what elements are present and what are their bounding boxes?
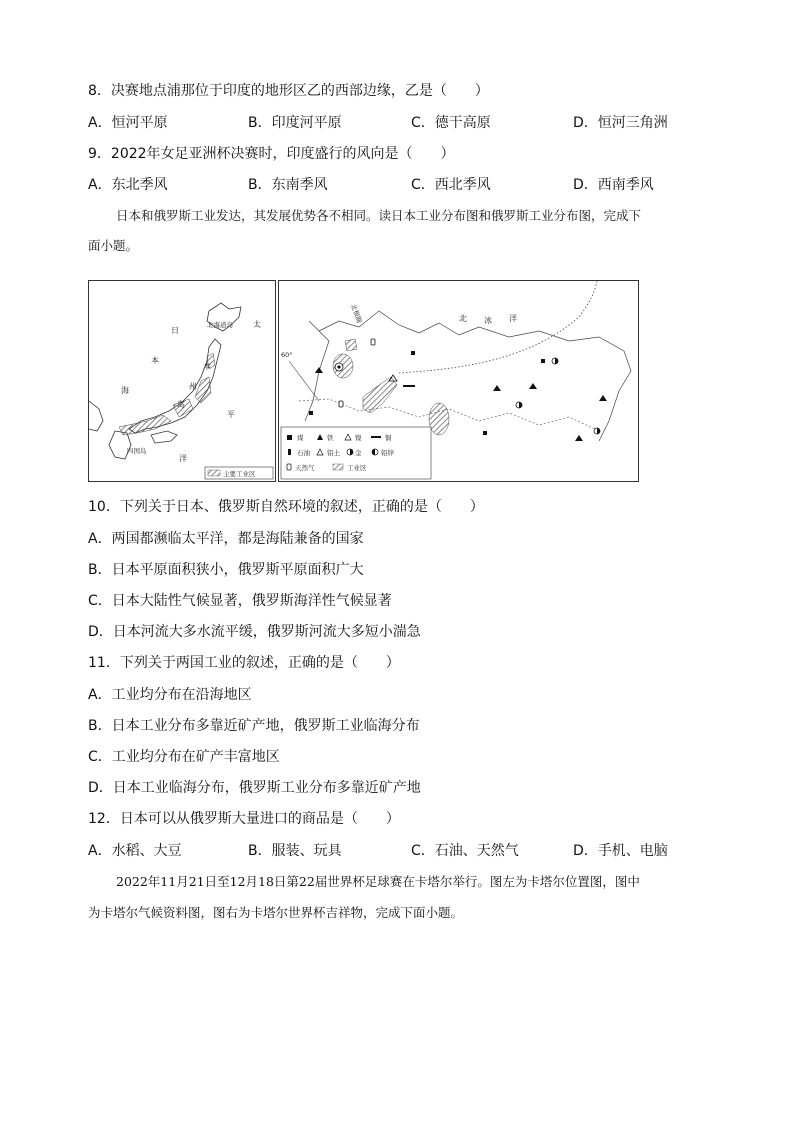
q10-option-c[interactable]: C．日本大陆性气候显著，俄罗斯海洋性气候显著	[88, 593, 392, 609]
label-sea-3: 海	[121, 386, 129, 395]
legend-nickel: 镍	[355, 434, 362, 442]
legend-copper: 铜	[385, 434, 392, 442]
japan-industry-map	[88, 280, 276, 482]
legend-gold: 金	[355, 449, 362, 457]
label-pacific-3: 洋	[179, 454, 187, 463]
label-arctic-3: 洋	[509, 314, 517, 323]
legend-bauxite: 铝土	[327, 449, 340, 457]
q8-option-a[interactable]: A．恒河平原	[88, 115, 168, 131]
legend-oil: 石油	[297, 449, 310, 457]
q10-option-a[interactable]: A．两国都濒临太平洋，都是海陆兼备的国家	[88, 531, 364, 547]
q12-stem: 12．日本可以从俄罗斯大量进口的商品是（ ）	[88, 811, 400, 827]
label-pacific-1: 太	[253, 320, 261, 329]
q9-stem: 9．2022年女足亚洲杯决赛时，印度盛行的风向是（ ）	[88, 146, 455, 162]
q10-option-b[interactable]: B．日本平原面积狭小，俄罗斯平原面积广大	[88, 562, 364, 578]
intro1-line1: 日本和俄罗斯工业发达，其发展优势各不相同。读日本工业分布图和俄罗斯工业分布图，完成下	[116, 208, 642, 223]
q9-option-a[interactable]: A．东北季风	[88, 177, 168, 193]
legend-gas: 天然气	[295, 464, 315, 472]
intro1-line2: 面小题。	[88, 238, 139, 253]
intro2-line1: 2022年11月21日至12月18日第22届世界杯足球赛在卡塔尔举行。图左为卡塔尔位置图，图中	[116, 874, 640, 889]
q9-option-b[interactable]: B．东南季风	[248, 177, 328, 193]
label-arctic-1: 北	[459, 314, 467, 323]
japan-legend-label: 主要工业区	[223, 470, 256, 478]
q8-stem: 8．决赛地点浦那位于印度的地形区乙的西部边缘，乙是（ ）	[88, 83, 489, 99]
q8-options	[88, 114, 728, 132]
q11-option-d[interactable]: D．日本工业临海分布，俄罗斯工业分布多靠近矿产地	[88, 780, 421, 796]
q9-option-d[interactable]: D．西南季风	[573, 177, 654, 193]
q8-option-b[interactable]: B．印度河平原	[248, 115, 342, 131]
q12-option-d[interactable]: D．手机、电脑	[573, 843, 668, 859]
q10-option-d[interactable]: D．日本河流大多水流平缓，俄罗斯河流大多短小湍急	[88, 624, 421, 640]
label-shikoku: 四国岛	[127, 447, 147, 455]
q12-option-a[interactable]: A．水稻、大豆	[88, 843, 182, 859]
q9-option-c[interactable]: C．西北季风	[411, 177, 491, 193]
q12-options	[88, 842, 728, 860]
label-honshu-3: 岛	[177, 400, 185, 409]
q10-stem: 10．下列关于日本、俄罗斯自然环境的叙述，正确的是（ ）	[88, 499, 484, 515]
q11-option-b[interactable]: B．日本工业分布多靠近矿产地，俄罗斯工业临海分布	[88, 718, 420, 734]
label-honshu-2: 州	[189, 382, 197, 391]
legend-coal: 煤	[297, 434, 304, 442]
q11-stem: 11．下列关于两国工业的叙述，正确的是（ ）	[88, 655, 400, 671]
legend-iron: 铁	[327, 434, 334, 442]
label-arctic-2: 冰	[484, 316, 492, 325]
q11-option-a[interactable]: A．工业均分布在沿海地区	[88, 687, 252, 703]
q8-option-d[interactable]: D．恒河三角洲	[573, 115, 668, 131]
legend-leadzinc: 铅锌	[381, 449, 394, 457]
label-honshu-1: 本	[203, 362, 211, 371]
q9-options	[88, 176, 728, 194]
intro2-line2: 为卡塔尔气候资料图，图右为卡塔尔世界杯吉祥物，完成下面小题。	[88, 905, 464, 920]
russia-industry-map	[278, 280, 639, 482]
legend-industry: 工业区	[347, 464, 367, 472]
q11-option-c[interactable]: C．工业均分布在矿产丰富地区	[88, 749, 280, 765]
q8-option-c[interactable]: C．德干高原	[411, 115, 491, 131]
label-pacific-2: 平	[227, 410, 235, 419]
label-hokkaido: 北海道岛	[207, 321, 233, 329]
q12-option-b[interactable]: B．服装、玩具	[248, 843, 342, 859]
label-sea-1: 日	[171, 326, 179, 335]
q12-option-c[interactable]: C．石油、天然气	[411, 843, 519, 859]
label-sea-2: 本	[151, 356, 159, 365]
label-arctic-circle: 北极圈	[349, 302, 364, 325]
label-meridian: 60°	[281, 351, 293, 359]
